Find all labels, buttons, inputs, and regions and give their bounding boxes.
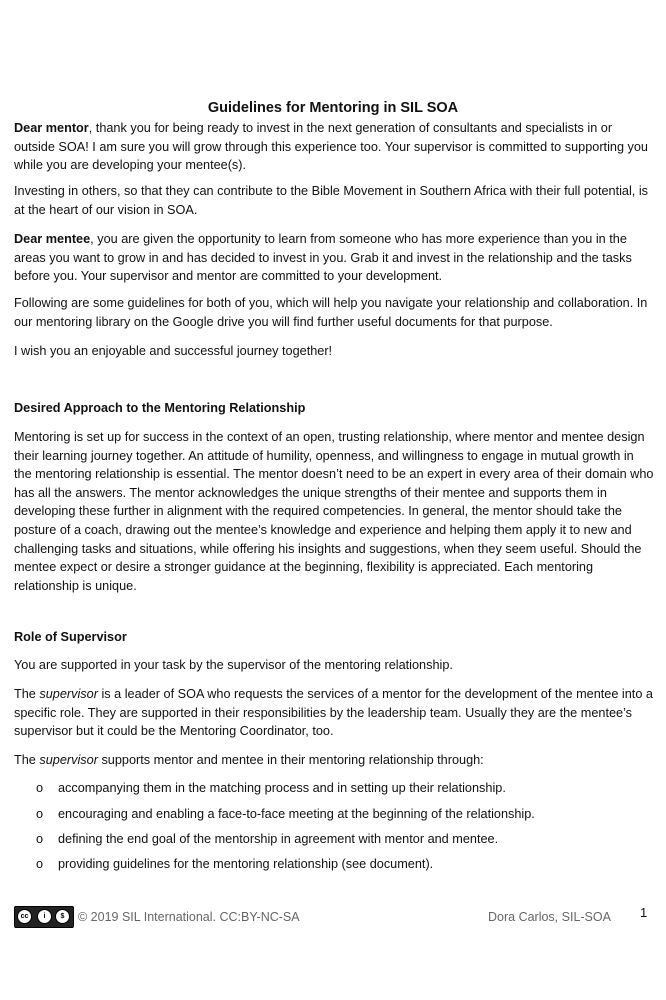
footer-copyright: © 2019 SIL International. CC:BY-NC-SA xyxy=(78,910,300,924)
text: , thank you for being ready to invest in the next generation of consultants and specialists in or outside SOA! I am sure you will grow through this experience too. Your supervisor is committed to supporting you while you are developing your mentee(s). xyxy=(14,121,648,173)
footer-author: Dora Carlos, SIL-SOA xyxy=(488,910,611,924)
emphasis: supervisor xyxy=(39,687,98,701)
text: The xyxy=(14,753,40,767)
supervisor-paragraph-2 xyxy=(14,685,654,741)
list-item xyxy=(36,830,646,848)
text: supports mentor and mentee in their mentoring relationship through: xyxy=(97,753,484,767)
list-item xyxy=(36,779,646,797)
list-item-text: defining the end goal of the mentorship in agreement with mentor and mentee. xyxy=(58,832,499,846)
page-number: 1 xyxy=(640,905,648,920)
approach-paragraph: Mentoring is set up for success in the context of an open, trusting relationship, where mentor and mentee design their learning journey together. An attitude of humility, openness, and willingness to engage in mutual growth in the mentoring relationship is essential. The mentor doesn’t need to be an expert in every area of their domain who has all the answers. The mentor acknowledges the unique strengths of their mentee and supports them in developing these further in alignment with the required competencies. In general, the mentor should take the posture of a coach, drawing out the mentee’s knowledge and experience and helping them apply it to new and challenging tasks and situations, while offering his insights and suggestions, when they seem useful. Should the mentee expect or desire a stronger guidance at the beginning, flexibility is appreciated. Each mentoring relationship is unique. xyxy=(14,430,654,593)
bullet-icon: o xyxy=(36,832,44,846)
text: is a leader of SOA who requests the services of a mentor for the development of the mentee into a specific role. They are supported in their responsibilities by the leadership team. Usually they are the mentee’s supervisor but it could be the Mentoring Coordinator, too. xyxy=(14,687,653,739)
list-item-text: providing guidelines for the mentoring relationship (see document). xyxy=(58,857,434,871)
supervisor-paragraph-3 xyxy=(14,751,654,770)
section-heading-approach: Desired Approach to the Mentoring Relationship xyxy=(14,401,306,415)
document-title: Guidelines for Mentoring in SIL SOA xyxy=(207,100,459,116)
text: , you are given the opportunity to learn from someone who has more experience than you in the areas you want to grow in and has decided to invest in you. Grab it and invest in the relationship and the tasks before you. Your supervisor and mentor are committed to your development. xyxy=(14,232,632,284)
bullet-icon: o xyxy=(36,857,44,871)
text: The xyxy=(14,687,40,701)
intro-paragraph-mentee xyxy=(14,230,654,286)
section-heading-supervisor: Role of Supervisor xyxy=(14,630,127,644)
emphasis: supervisor xyxy=(39,753,98,767)
lead-dear-mentee: Dear mentee xyxy=(14,232,91,246)
bullet-icon: o xyxy=(36,807,44,821)
list-item xyxy=(36,855,646,873)
intro-paragraph-wish: I wish you an enjoyable and successful journey together! xyxy=(14,344,333,358)
bullet-icon: o xyxy=(36,781,44,795)
list-item-text: accompanying them in the matching process and in setting up their relationship. xyxy=(58,781,506,795)
supervisor-paragraph-1: You are supported in your task by the supervisor of the mentoring relationship. xyxy=(14,658,453,672)
list-item xyxy=(36,805,646,823)
lead-dear-mentor: Dear mentor xyxy=(14,121,89,135)
intro-paragraph-vision: Investing in others, so that they can contribute to the Bible Movement in Southern Africa with their full potential, is at the heart of our vision in SOA. xyxy=(14,184,649,217)
intro-paragraph-mentor xyxy=(14,119,654,175)
list-item-text: encouraging and enabling a face-to-face meeting at the beginning of the relationship. xyxy=(58,807,535,821)
intro-paragraph-guidelines: Following are some guidelines for both of you, which will help you navigate your relationship and collaboration. In our mentoring library on the Google drive you will find further useful documents for that purpose. xyxy=(14,296,648,329)
creative-commons-license-icon: cc i $ xyxy=(14,906,74,928)
